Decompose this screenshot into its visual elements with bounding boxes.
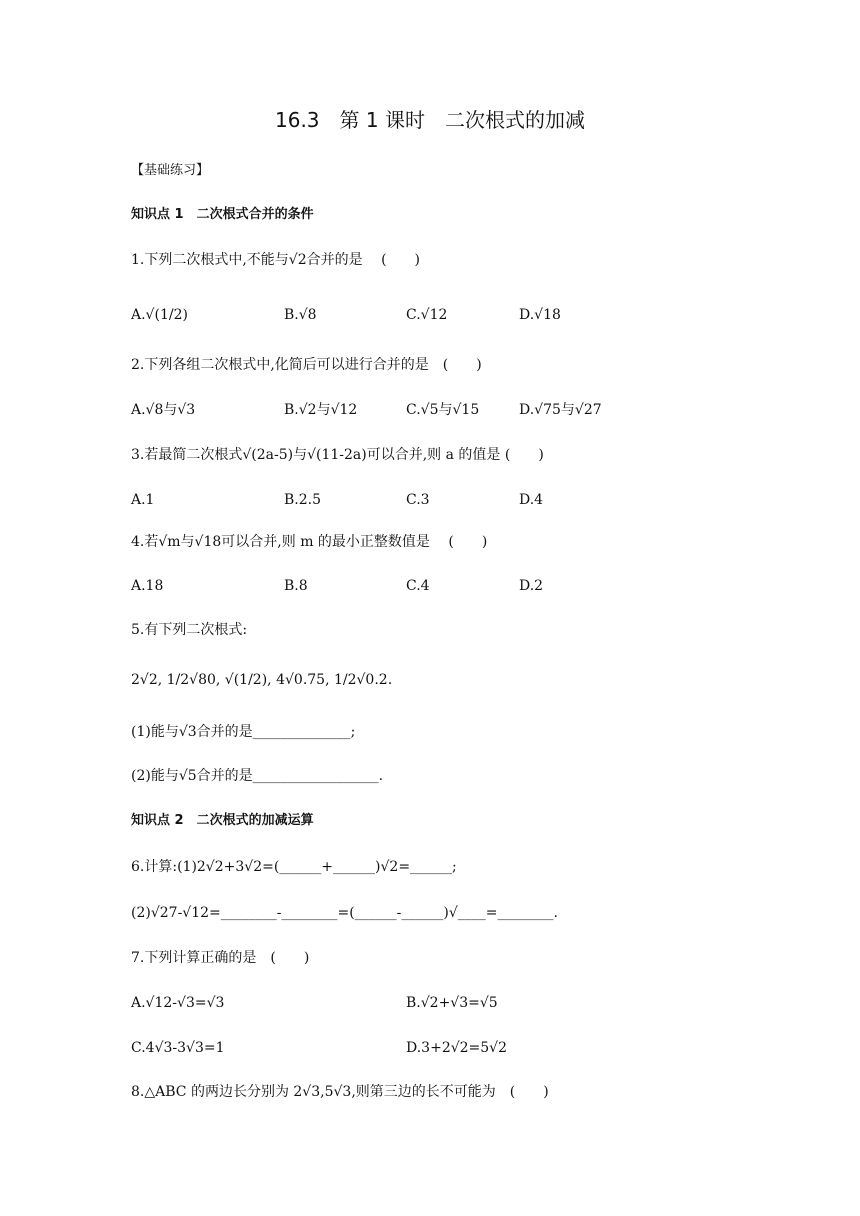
q7-option-d: D.3+2√2=5√2 — [406, 1040, 508, 1056]
q7-option-c: C.4√3-3√3=1 — [131, 1040, 225, 1056]
q7-option-a: A.√12-√3=√3 — [131, 995, 225, 1011]
knowledge-point-2: 知识点 2 二次根式的加减运算 — [131, 813, 314, 828]
question-8: 8.△ABC 的两边长分别为 2√3,5√3,则第三边的长不可能为 ( ) — [131, 1084, 549, 1100]
q3-option-b: B.2.5 — [284, 492, 322, 508]
question-4: 4.若√m与√18可以合并,则 m 的最小正整数值是 ( ) — [131, 534, 488, 550]
q1-option-c: C.√12 — [406, 307, 448, 323]
q5-subquestion-2: (2)能与√5合并的是__________________. — [131, 768, 384, 784]
question-6-part-1: 6.计算:(1)2√2+3√2=(______+______)√2=______; — [131, 859, 457, 875]
q4-option-c: C.4 — [406, 578, 430, 594]
q3-option-d: D.4 — [519, 492, 544, 508]
question-2: 2.下列各组二次根式中,化简后可以进行合并的是 ( ) — [131, 357, 482, 373]
q1-option-b: B.√8 — [284, 307, 317, 323]
q7-option-b: B.√2+√3=√5 — [406, 995, 498, 1011]
knowledge-point-1: 知识点 1 二次根式合并的条件 — [131, 207, 314, 222]
page-title: 16.3 第 1 课时 二次根式的加减 — [275, 108, 585, 132]
q5-subquestion-1: (1)能与√3合并的是______________; — [131, 724, 356, 740]
q2-option-c: C.√5与√15 — [406, 402, 480, 418]
q5-radical-list: 2√2, 1/2√80, √(1/2), 4√0.75, 1/2√0.2. — [131, 672, 393, 688]
question-6-part-2: (2)√27-√12=________-________=(______-______)√____=________. — [131, 905, 558, 921]
q3-option-a: A.1 — [131, 492, 155, 508]
question-1: 1.下列二次根式中,不能与√2合并的是 ( ) — [131, 252, 421, 268]
question-3: 3.若最简二次根式√(2a-5)与√(11-2a)可以合并,则 a 的值是 ( ) — [131, 447, 544, 463]
q3-option-c: C.3 — [406, 492, 430, 508]
section-basic-practice: 【基础练习】 — [131, 163, 210, 178]
q4-option-b: B.8 — [284, 578, 308, 594]
q1-option-a: A.√(1/2) — [131, 307, 188, 323]
q2-option-d: D.√75与√27 — [519, 402, 602, 418]
q2-option-b: B.√2与√12 — [284, 402, 358, 418]
q1-option-d: D.√18 — [519, 307, 561, 323]
q4-option-d: D.2 — [519, 578, 544, 594]
question-5: 5.有下列二次根式: — [131, 622, 248, 638]
q2-option-a: A.√8与√3 — [131, 402, 196, 418]
q4-option-a: A.18 — [131, 578, 164, 594]
question-7: 7.下列计算正确的是 ( ) — [131, 950, 310, 966]
